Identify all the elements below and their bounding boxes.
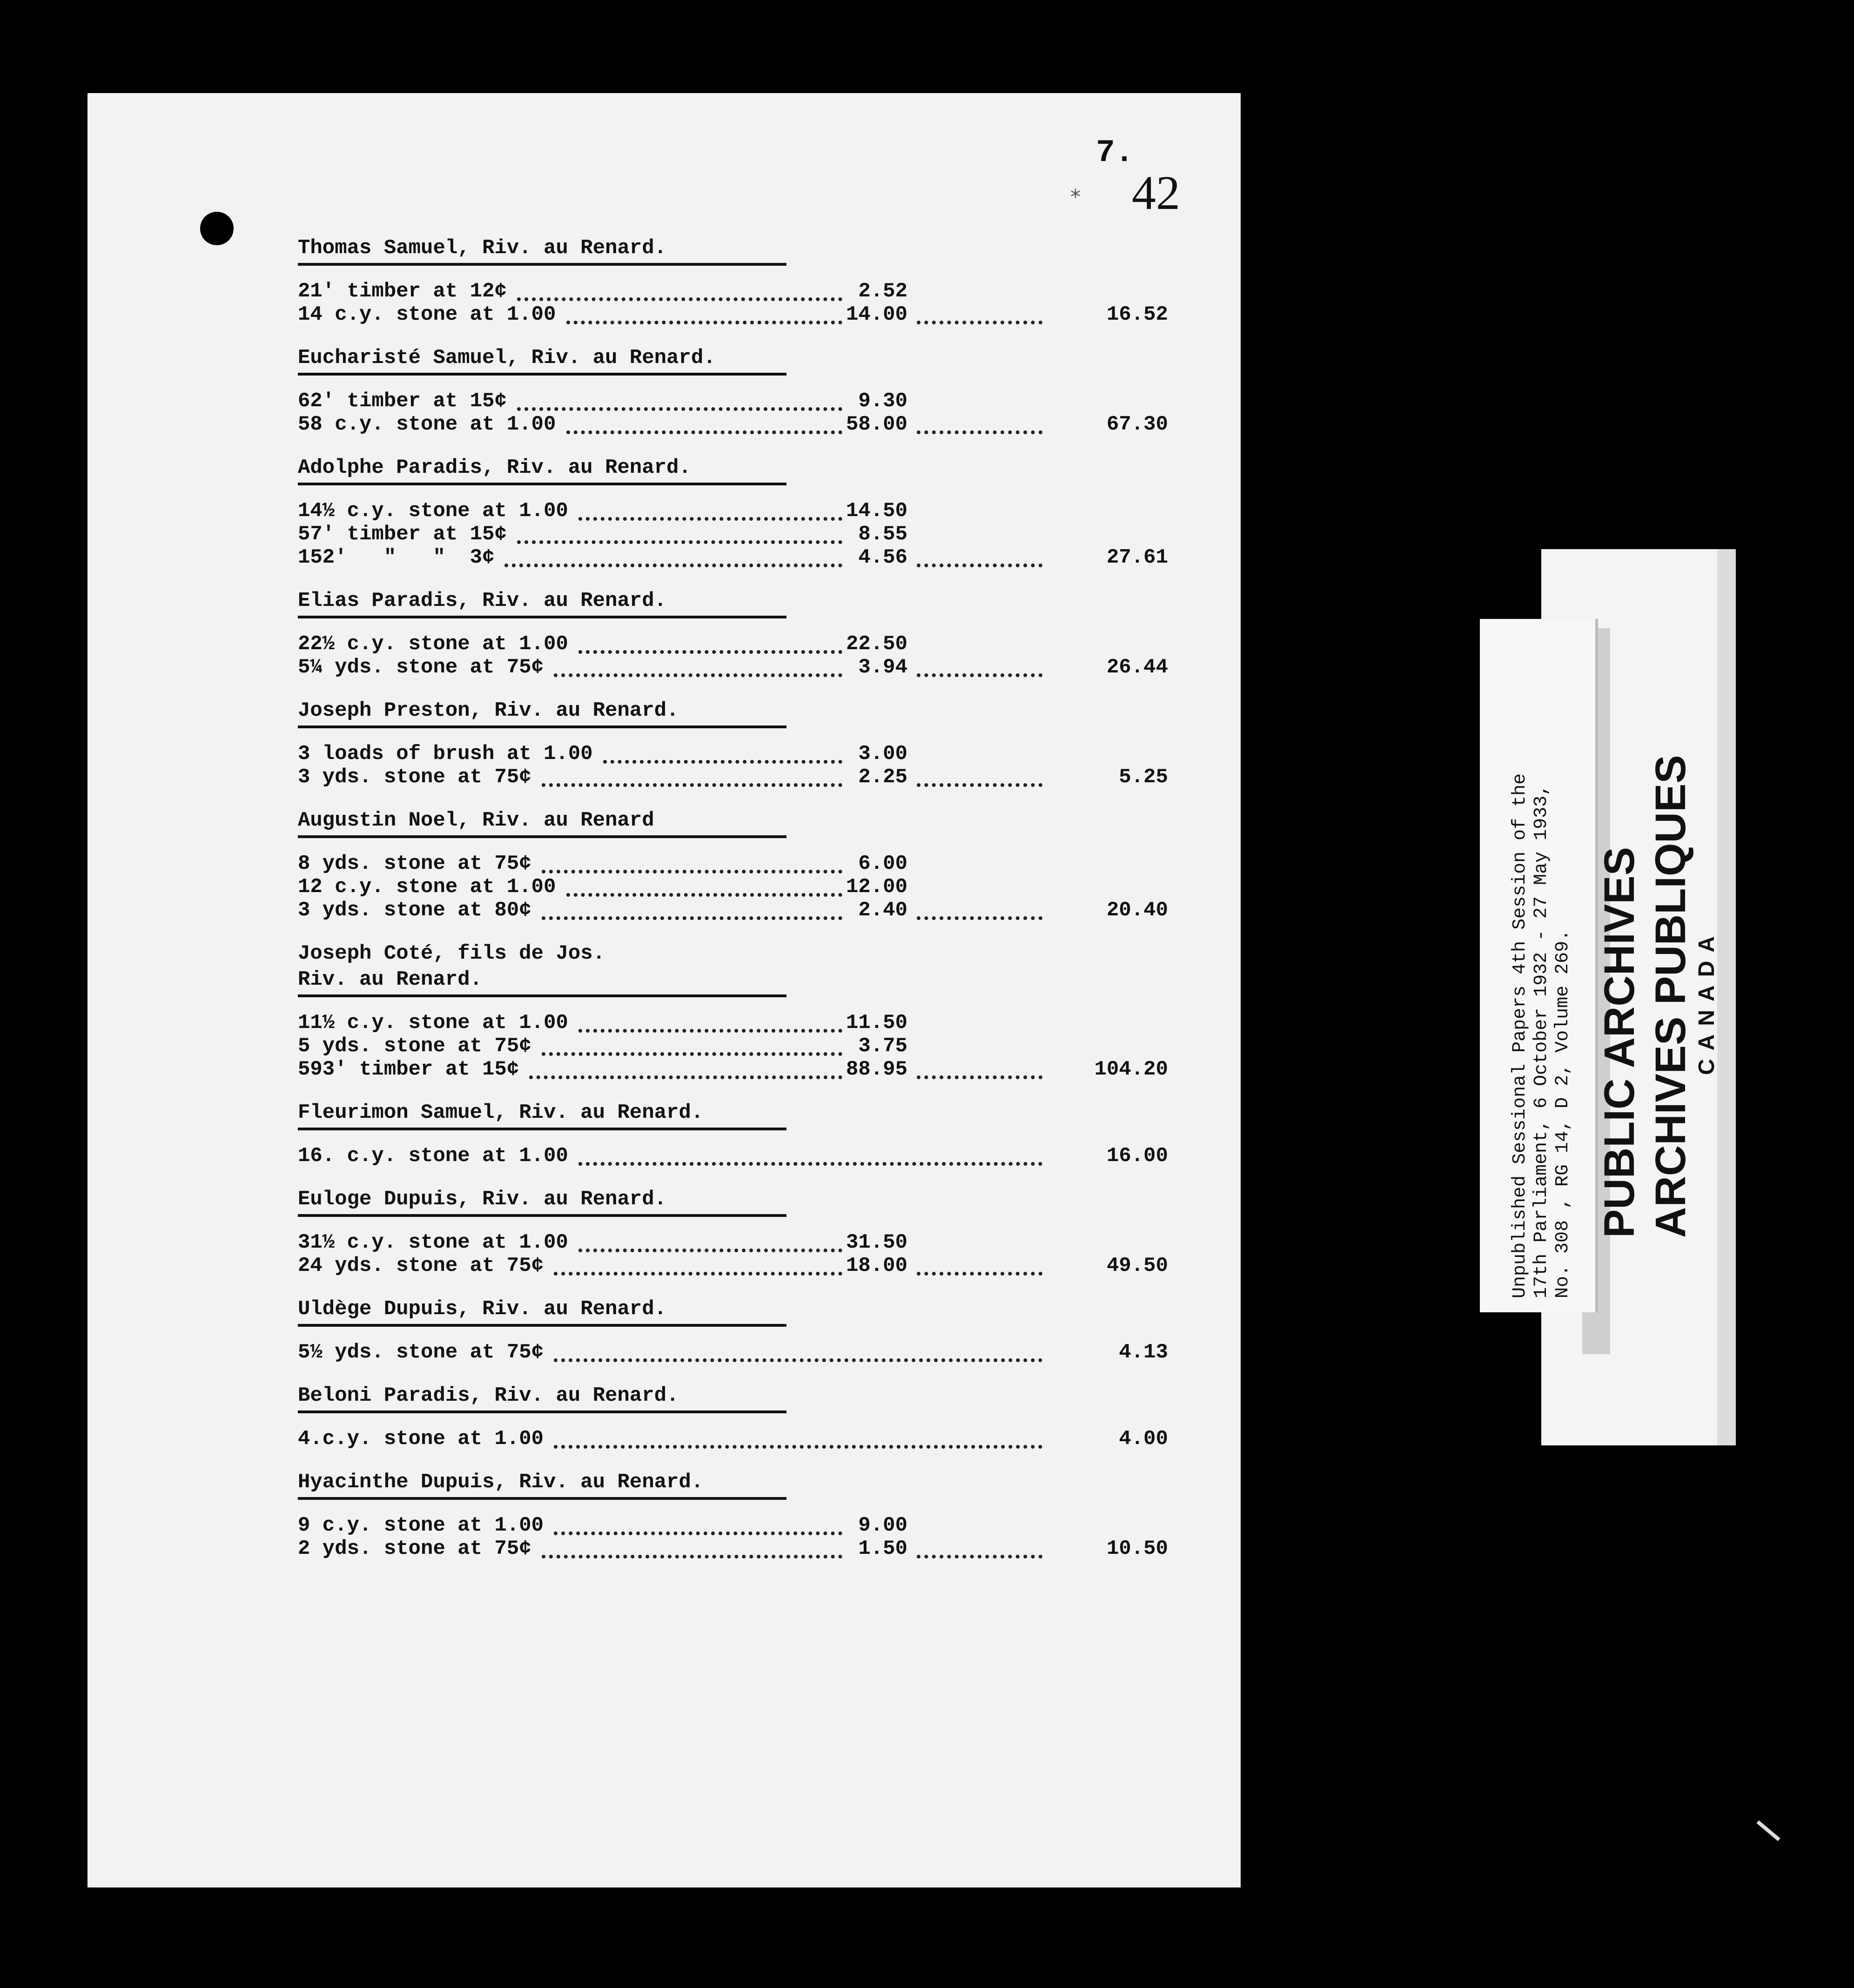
- entry-total: 5.25: [1119, 766, 1168, 789]
- ledger-line: [298, 1341, 1210, 1364]
- dot-leader: [542, 779, 843, 787]
- page-number: 7.: [1096, 135, 1134, 171]
- ledger-entry: [298, 940, 1210, 1081]
- dot-leader: [917, 1071, 1042, 1079]
- reference-line-2: 17th Parliament, 6 October 1932 - 27 May 1933,: [1531, 784, 1552, 1298]
- heading-underline: [298, 725, 786, 728]
- item-description: 58 c.y. stone at 1.00: [298, 413, 556, 436]
- ledger-line: [298, 1254, 1210, 1277]
- item-description: 14½ c.y. stone at 1.00: [298, 499, 568, 523]
- entry-total: 4.00: [1119, 1427, 1168, 1451]
- item-amount: 1.50: [858, 1537, 907, 1560]
- ledger-line: [298, 766, 1210, 789]
- dot-leader: [917, 1550, 1042, 1558]
- item-description: 14 c.y. stone at 1.00: [298, 303, 556, 326]
- archive-stamp-line1: PUBLIC ARCHIVES: [1596, 847, 1643, 1238]
- ledger-line: [298, 1034, 1210, 1058]
- reference-line-3: No. 308 , RG 14, D 2, Volume 269.: [1552, 929, 1573, 1298]
- ledger-line: [298, 656, 1210, 679]
- ledger-line: [298, 390, 1210, 413]
- item-description: 152' " " 3¢: [298, 546, 495, 569]
- ledger-entry: [298, 345, 1210, 436]
- item-amount: 3.94: [858, 656, 907, 679]
- ledger-line: [298, 413, 1210, 436]
- item-description: 11½ c.y. stone at 1.00: [298, 1011, 568, 1034]
- ledger-entries: [298, 235, 1210, 1579]
- item-description: 3 yds. stone at 75¢: [298, 766, 531, 789]
- ledger-entry: [298, 698, 1210, 789]
- ledger-entry: [298, 1469, 1210, 1560]
- heading-underline: [298, 373, 786, 376]
- ledger-line: [298, 523, 1210, 546]
- heading-underline: [298, 1214, 786, 1217]
- item-description: 5¼ yds. stone at 75¢: [298, 656, 544, 679]
- dot-leader: [917, 669, 1042, 677]
- entry-heading: [298, 1383, 1210, 1410]
- ledger-line: [298, 852, 1210, 875]
- item-amount: 58.00: [846, 413, 907, 436]
- dot-leader: [578, 1157, 1042, 1166]
- item-amount: 8.55: [858, 523, 907, 546]
- item-amount: 2.40: [858, 899, 907, 922]
- payee-name: Fleurimon Samuel, Riv. au Renard.: [298, 1101, 704, 1124]
- heading-underline: [298, 1128, 786, 1130]
- dot-leader: [554, 1440, 1042, 1449]
- ledger-entry: [298, 1383, 1210, 1451]
- item-amount: 9.30: [858, 390, 907, 413]
- item-description: 31½ c.y. stone at 1.00: [298, 1231, 568, 1254]
- item-description: 4.c.y. stone at 1.00: [298, 1427, 544, 1451]
- dot-leader: [517, 293, 843, 301]
- dot-leader: [529, 1071, 842, 1079]
- item-amount: 12.00: [846, 875, 907, 899]
- payee-name: Beloni Paradis, Riv. au Renard.: [298, 1384, 679, 1407]
- ledger-entry: [298, 1296, 1210, 1364]
- ledger-entry: [298, 1100, 1210, 1168]
- ledger-line: [298, 742, 1210, 766]
- reference-line-1: Unpublished Sessional Papers 4th Session of the: [1510, 773, 1531, 1298]
- payee-name: Thomas Samuel, Riv. au Renard.: [298, 236, 667, 260]
- entry-heading: [298, 1186, 1210, 1213]
- item-description: 16. c.y. stone at 1.00: [298, 1144, 568, 1168]
- item-description: 22½ c.y. stone at 1.00: [298, 632, 568, 656]
- item-amount: 9.00: [858, 1514, 907, 1537]
- dot-leader: [542, 1048, 843, 1056]
- ledger-entry: [298, 235, 1210, 326]
- heading-underline: [298, 1324, 786, 1327]
- payee-name: Eucharisté Samuel, Riv. au Renard.: [298, 346, 716, 369]
- dot-leader: [542, 1550, 843, 1558]
- dot-leader: [554, 1527, 842, 1535]
- payee-name: Joseph Coté, fils de Jos. Riv. au Renard.: [298, 942, 605, 991]
- payee-name: Joseph Preston, Riv. au Renard.: [298, 699, 679, 722]
- dot-leader: [917, 912, 1042, 920]
- dot-leader: [917, 559, 1042, 567]
- dot-leader: [517, 403, 843, 411]
- ledger-line: [298, 1011, 1210, 1034]
- ledger-entry: [298, 588, 1210, 679]
- item-amount: 31.50: [846, 1231, 907, 1254]
- entry-total: 10.50: [1106, 1537, 1168, 1560]
- entry-heading: [298, 940, 1210, 994]
- ledger-line: [298, 875, 1210, 899]
- ledger-line: [298, 546, 1210, 569]
- entry-heading: [298, 807, 1210, 834]
- scan-artifact: [1756, 1820, 1780, 1841]
- ledger-line: [298, 280, 1210, 303]
- entry-heading: [298, 1296, 1210, 1323]
- ledger-line: [298, 303, 1210, 326]
- item-description: 3 yds. stone at 80¢: [298, 899, 531, 922]
- item-description: 62' timber at 15¢: [298, 390, 507, 413]
- item-amount: 88.95: [846, 1058, 907, 1081]
- heading-underline: [298, 483, 786, 485]
- item-description: 3 loads of brush at 1.00: [298, 742, 593, 766]
- archive-stamp-country: CANADA: [1694, 928, 1719, 1075]
- item-description: 12 c.y. stone at 1.00: [298, 875, 556, 899]
- item-description: 2 yds. stone at 75¢: [298, 1537, 531, 1560]
- entry-total: 49.50: [1106, 1254, 1168, 1277]
- dot-leader: [917, 316, 1042, 324]
- folio-number: 42: [1132, 166, 1180, 220]
- dot-leader: [554, 669, 842, 677]
- dot-leader: [542, 865, 843, 873]
- entry-total: 67.30: [1106, 413, 1168, 436]
- payee-name: Adolphe Paradis, Riv. au Renard.: [298, 456, 691, 479]
- dot-leader: [542, 912, 843, 920]
- entry-total: 26.44: [1106, 656, 1168, 679]
- heading-underline: [298, 263, 786, 266]
- item-description: 24 yds. stone at 75¢: [298, 1254, 544, 1277]
- heading-underline: [298, 1497, 786, 1500]
- entry-heading: [298, 345, 1210, 372]
- archive-stamp-line2: ARCHIVES PUBLIQUES: [1647, 755, 1694, 1238]
- dot-leader: [917, 779, 1042, 787]
- dot-leader: [917, 426, 1042, 434]
- entry-total: 16.00: [1106, 1144, 1168, 1168]
- ledger-line: [298, 1231, 1210, 1254]
- entry-heading: [298, 1469, 1210, 1496]
- payee-name: Uldège Dupuis, Riv. au Renard.: [298, 1297, 667, 1321]
- ledger-line: [298, 499, 1210, 523]
- payee-name: Elias Paradis, Riv. au Renard.: [298, 589, 667, 612]
- item-amount: 11.50: [846, 1011, 907, 1034]
- item-amount: 14.00: [846, 303, 907, 326]
- payee-name: Euloge Dupuis, Riv. au Renard.: [298, 1188, 667, 1211]
- dot-leader: [504, 559, 842, 567]
- heading-underline: [298, 835, 786, 838]
- heading-underline: [298, 616, 786, 618]
- entry-total: 104.20: [1094, 1058, 1168, 1081]
- item-amount: 6.00: [858, 852, 907, 875]
- ledger-line: [298, 1144, 1210, 1168]
- item-description: 21' timber at 12¢: [298, 280, 507, 303]
- entry-total: 4.13: [1119, 1341, 1168, 1364]
- entry-total: 27.61: [1106, 546, 1168, 569]
- item-description: 5½ yds. stone at 75¢: [298, 1341, 544, 1364]
- entry-total: 16.52: [1106, 303, 1168, 326]
- item-amount: 2.25: [858, 766, 907, 789]
- item-description: 5 yds. stone at 75¢: [298, 1034, 531, 1058]
- item-amount: 3.75: [858, 1034, 907, 1058]
- item-amount: 18.00: [846, 1254, 907, 1277]
- ledger-entry: [298, 807, 1210, 922]
- heading-underline: [298, 994, 786, 997]
- item-amount: 14.50: [846, 499, 907, 523]
- item-description: 593' timber at 15¢: [298, 1058, 519, 1081]
- dot-leader: [917, 1267, 1042, 1276]
- ledger-line: [298, 1427, 1210, 1451]
- entry-heading: [298, 698, 1210, 725]
- item-description: 57' timber at 15¢: [298, 523, 507, 546]
- ledger-line: [298, 899, 1210, 922]
- ledger-line: [298, 1058, 1210, 1081]
- entry-total: 20.40: [1106, 899, 1168, 922]
- item-description: 9 c.y. stone at 1.00: [298, 1514, 544, 1537]
- dot-leader: [554, 1354, 1042, 1362]
- item-description: 8 yds. stone at 75¢: [298, 852, 531, 875]
- heading-underline: [298, 1410, 786, 1413]
- entry-heading: [298, 588, 1210, 615]
- ledger-line: [298, 632, 1210, 656]
- payee-name: Augustin Noel, Riv. au Renard: [298, 809, 654, 832]
- item-amount: 3.00: [858, 742, 907, 766]
- archive-tab-edge: [1717, 549, 1736, 1445]
- punch-hole: [200, 212, 234, 245]
- dot-leader: [517, 536, 843, 544]
- folio-mark: *: [1070, 185, 1081, 209]
- ledger-line: [298, 1514, 1210, 1537]
- item-amount: 4.56: [858, 546, 907, 569]
- ledger-line: [298, 1537, 1210, 1560]
- entry-heading: [298, 235, 1210, 262]
- dot-leader: [554, 1267, 842, 1276]
- entry-heading: [298, 455, 1210, 482]
- entry-heading: [298, 1100, 1210, 1127]
- item-amount: 22.50: [846, 632, 907, 656]
- ledger-entry: [298, 1186, 1210, 1277]
- ledger-entry: [298, 455, 1210, 569]
- item-amount: 2.52: [858, 280, 907, 303]
- payee-name: Hyacinthe Dupuis, Riv. au Renard.: [298, 1471, 704, 1494]
